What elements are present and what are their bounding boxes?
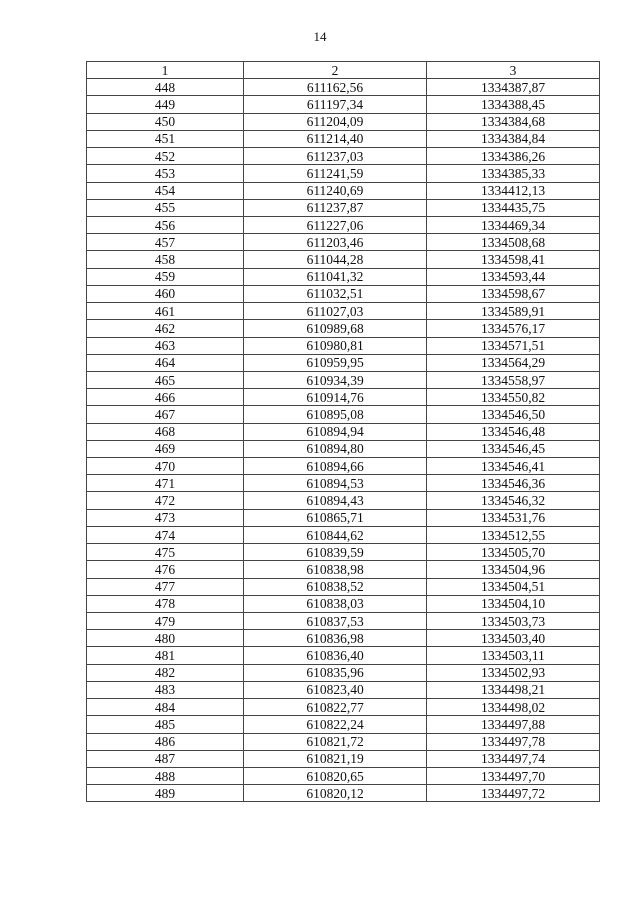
point-number-cell: 468	[87, 423, 244, 440]
table-row	[87, 664, 600, 681]
y-coordinate-cell: 1334546,45	[427, 440, 600, 457]
table-row	[87, 79, 600, 96]
point-number-cell: 473	[87, 509, 244, 526]
y-coordinate-cell: 1334498,21	[427, 681, 600, 698]
page-number: 14	[313, 29, 327, 44]
table-row	[87, 354, 600, 371]
x-coordinate-cell: 610835,96	[244, 664, 427, 681]
point-number-cell: 485	[87, 716, 244, 733]
table-row	[87, 423, 600, 440]
table-row	[87, 578, 600, 595]
x-coordinate-cell: 610836,98	[244, 630, 427, 647]
table-row	[87, 595, 600, 612]
y-coordinate-cell: 1334531,76	[427, 509, 600, 526]
table-body	[87, 79, 600, 802]
x-coordinate-cell: 611227,06	[244, 216, 427, 233]
table-row	[87, 406, 600, 423]
table-row	[87, 475, 600, 492]
table-row	[87, 681, 600, 698]
point-number-cell: 488	[87, 767, 244, 784]
table-row	[87, 96, 600, 113]
table-row	[87, 561, 600, 578]
point-number-cell: 467	[87, 406, 244, 423]
point-number-cell: 466	[87, 389, 244, 406]
x-coordinate-cell: 610822,24	[244, 716, 427, 733]
x-coordinate-cell: 610894,94	[244, 423, 427, 440]
point-number-cell: 471	[87, 475, 244, 492]
point-number-cell: 454	[87, 182, 244, 199]
x-coordinate-cell: 610837,53	[244, 613, 427, 630]
table-row	[87, 268, 600, 285]
table-row	[87, 733, 600, 750]
x-coordinate-cell: 611237,03	[244, 148, 427, 165]
point-number-cell: 460	[87, 285, 244, 302]
y-coordinate-cell: 1334497,88	[427, 716, 600, 733]
table-row	[87, 750, 600, 767]
point-number-cell: 469	[87, 440, 244, 457]
y-coordinate-cell: 1334546,36	[427, 475, 600, 492]
x-coordinate-cell: 611162,56	[244, 79, 427, 96]
point-number-cell: 486	[87, 733, 244, 750]
x-coordinate-cell: 611203,46	[244, 234, 427, 251]
table-row	[87, 509, 600, 526]
y-coordinate-cell: 1334550,82	[427, 389, 600, 406]
table-row	[87, 303, 600, 320]
y-coordinate-cell: 1334384,68	[427, 113, 600, 130]
y-coordinate-cell: 1334564,29	[427, 354, 600, 371]
table-row	[87, 389, 600, 406]
y-coordinate-cell: 1334469,34	[427, 216, 600, 233]
coordinates-table	[86, 61, 600, 802]
x-coordinate-cell: 610844,62	[244, 526, 427, 543]
table-row	[87, 320, 600, 337]
x-coordinate-cell: 610821,72	[244, 733, 427, 750]
table-row	[87, 251, 600, 268]
point-number-cell: 480	[87, 630, 244, 647]
y-coordinate-cell: 1334497,70	[427, 767, 600, 784]
table-row	[87, 613, 600, 630]
x-coordinate-cell: 610865,71	[244, 509, 427, 526]
table-row	[87, 165, 600, 182]
point-number-cell: 479	[87, 613, 244, 630]
point-number-cell: 481	[87, 647, 244, 664]
table-row	[87, 647, 600, 664]
x-coordinate-cell: 610894,43	[244, 492, 427, 509]
y-coordinate-cell: 1334504,10	[427, 595, 600, 612]
x-coordinate-cell: 611214,40	[244, 130, 427, 147]
y-coordinate-cell: 1334385,33	[427, 165, 600, 182]
x-coordinate-cell: 610894,66	[244, 458, 427, 475]
column-header-3: 3	[427, 62, 600, 79]
table-header-row	[87, 62, 600, 79]
x-coordinate-cell: 611204,09	[244, 113, 427, 130]
point-number-cell: 450	[87, 113, 244, 130]
point-number-cell: 476	[87, 561, 244, 578]
column-header-2: 2	[244, 62, 427, 79]
y-coordinate-cell: 1334497,74	[427, 750, 600, 767]
y-coordinate-cell: 1334546,48	[427, 423, 600, 440]
table-row	[87, 216, 600, 233]
x-coordinate-cell: 611032,51	[244, 285, 427, 302]
y-coordinate-cell: 1334504,96	[427, 561, 600, 578]
point-number-cell: 465	[87, 371, 244, 388]
point-number-cell: 477	[87, 578, 244, 595]
x-coordinate-cell: 610820,65	[244, 767, 427, 784]
y-coordinate-cell: 1334505,70	[427, 544, 600, 561]
table-row	[87, 526, 600, 543]
table-row	[87, 492, 600, 509]
point-number-cell: 457	[87, 234, 244, 251]
y-coordinate-cell: 1334576,17	[427, 320, 600, 337]
table-row	[87, 699, 600, 716]
x-coordinate-cell: 610823,40	[244, 681, 427, 698]
table-row	[87, 148, 600, 165]
y-coordinate-cell: 1334546,41	[427, 458, 600, 475]
table-row	[87, 199, 600, 216]
x-coordinate-cell: 610894,80	[244, 440, 427, 457]
x-coordinate-cell: 610894,53	[244, 475, 427, 492]
x-coordinate-cell: 611241,59	[244, 165, 427, 182]
x-coordinate-cell: 611027,03	[244, 303, 427, 320]
point-number-cell: 482	[87, 664, 244, 681]
point-number-cell: 472	[87, 492, 244, 509]
point-number-cell: 451	[87, 130, 244, 147]
y-coordinate-cell: 1334558,97	[427, 371, 600, 388]
y-coordinate-cell: 1334546,32	[427, 492, 600, 509]
table-row	[87, 767, 600, 784]
point-number-cell: 475	[87, 544, 244, 561]
y-coordinate-cell: 1334598,67	[427, 285, 600, 302]
point-number-cell: 459	[87, 268, 244, 285]
point-number-cell: 463	[87, 337, 244, 354]
x-coordinate-cell: 611044,28	[244, 251, 427, 268]
x-coordinate-cell: 611237,87	[244, 199, 427, 216]
y-coordinate-cell: 1334503,73	[427, 613, 600, 630]
table-row	[87, 337, 600, 354]
table-row	[87, 716, 600, 733]
point-number-cell: 458	[87, 251, 244, 268]
x-coordinate-cell: 610959,95	[244, 354, 427, 371]
y-coordinate-cell: 1334384,84	[427, 130, 600, 147]
table-row	[87, 234, 600, 251]
y-coordinate-cell: 1334502,93	[427, 664, 600, 681]
y-coordinate-cell: 1334503,40	[427, 630, 600, 647]
table-row	[87, 285, 600, 302]
table-row	[87, 182, 600, 199]
y-coordinate-cell: 1334497,72	[427, 785, 600, 802]
x-coordinate-cell: 610820,12	[244, 785, 427, 802]
point-number-cell: 449	[87, 96, 244, 113]
x-coordinate-cell: 610895,08	[244, 406, 427, 423]
x-coordinate-cell: 610934,39	[244, 371, 427, 388]
y-coordinate-cell: 1334435,75	[427, 199, 600, 216]
y-coordinate-cell: 1334504,51	[427, 578, 600, 595]
y-coordinate-cell: 1334589,91	[427, 303, 600, 320]
x-coordinate-cell: 610989,68	[244, 320, 427, 337]
point-number-cell: 489	[87, 785, 244, 802]
point-number-cell: 483	[87, 681, 244, 698]
x-coordinate-cell: 611240,69	[244, 182, 427, 199]
point-number-cell: 464	[87, 354, 244, 371]
x-coordinate-cell: 610838,03	[244, 595, 427, 612]
y-coordinate-cell: 1334508,68	[427, 234, 600, 251]
table-row	[87, 130, 600, 147]
x-coordinate-cell: 610821,19	[244, 750, 427, 767]
point-number-cell: 452	[87, 148, 244, 165]
x-coordinate-cell: 610839,59	[244, 544, 427, 561]
table-row	[87, 440, 600, 457]
point-number-cell: 470	[87, 458, 244, 475]
x-coordinate-cell: 610980,81	[244, 337, 427, 354]
y-coordinate-cell: 1334593,44	[427, 268, 600, 285]
point-number-cell: 455	[87, 199, 244, 216]
point-number-cell: 453	[87, 165, 244, 182]
point-number-cell: 462	[87, 320, 244, 337]
table-row	[87, 371, 600, 388]
point-number-cell: 448	[87, 79, 244, 96]
point-number-cell: 461	[87, 303, 244, 320]
y-coordinate-cell: 1334387,87	[427, 79, 600, 96]
y-coordinate-cell: 1334546,50	[427, 406, 600, 423]
table-row	[87, 785, 600, 802]
point-number-cell: 484	[87, 699, 244, 716]
point-number-cell: 478	[87, 595, 244, 612]
y-coordinate-cell: 1334497,78	[427, 733, 600, 750]
x-coordinate-cell: 610914,76	[244, 389, 427, 406]
y-coordinate-cell: 1334598,41	[427, 251, 600, 268]
x-coordinate-cell: 611041,32	[244, 268, 427, 285]
y-coordinate-cell: 1334571,51	[427, 337, 600, 354]
y-coordinate-cell: 1334512,55	[427, 526, 600, 543]
table-row	[87, 458, 600, 475]
y-coordinate-cell: 1334498,02	[427, 699, 600, 716]
x-coordinate-cell: 610838,98	[244, 561, 427, 578]
point-number-cell: 456	[87, 216, 244, 233]
table-row	[87, 630, 600, 647]
x-coordinate-cell: 610822,77	[244, 699, 427, 716]
column-header-1: 1	[87, 62, 244, 79]
y-coordinate-cell: 1334412,13	[427, 182, 600, 199]
table-row	[87, 544, 600, 561]
x-coordinate-cell: 611197,34	[244, 96, 427, 113]
y-coordinate-cell: 1334503,11	[427, 647, 600, 664]
y-coordinate-cell: 1334388,45	[427, 96, 600, 113]
point-number-cell: 474	[87, 526, 244, 543]
x-coordinate-cell: 610836,40	[244, 647, 427, 664]
y-coordinate-cell: 1334386,26	[427, 148, 600, 165]
point-number-cell: 487	[87, 750, 244, 767]
table-row	[87, 113, 600, 130]
x-coordinate-cell: 610838,52	[244, 578, 427, 595]
